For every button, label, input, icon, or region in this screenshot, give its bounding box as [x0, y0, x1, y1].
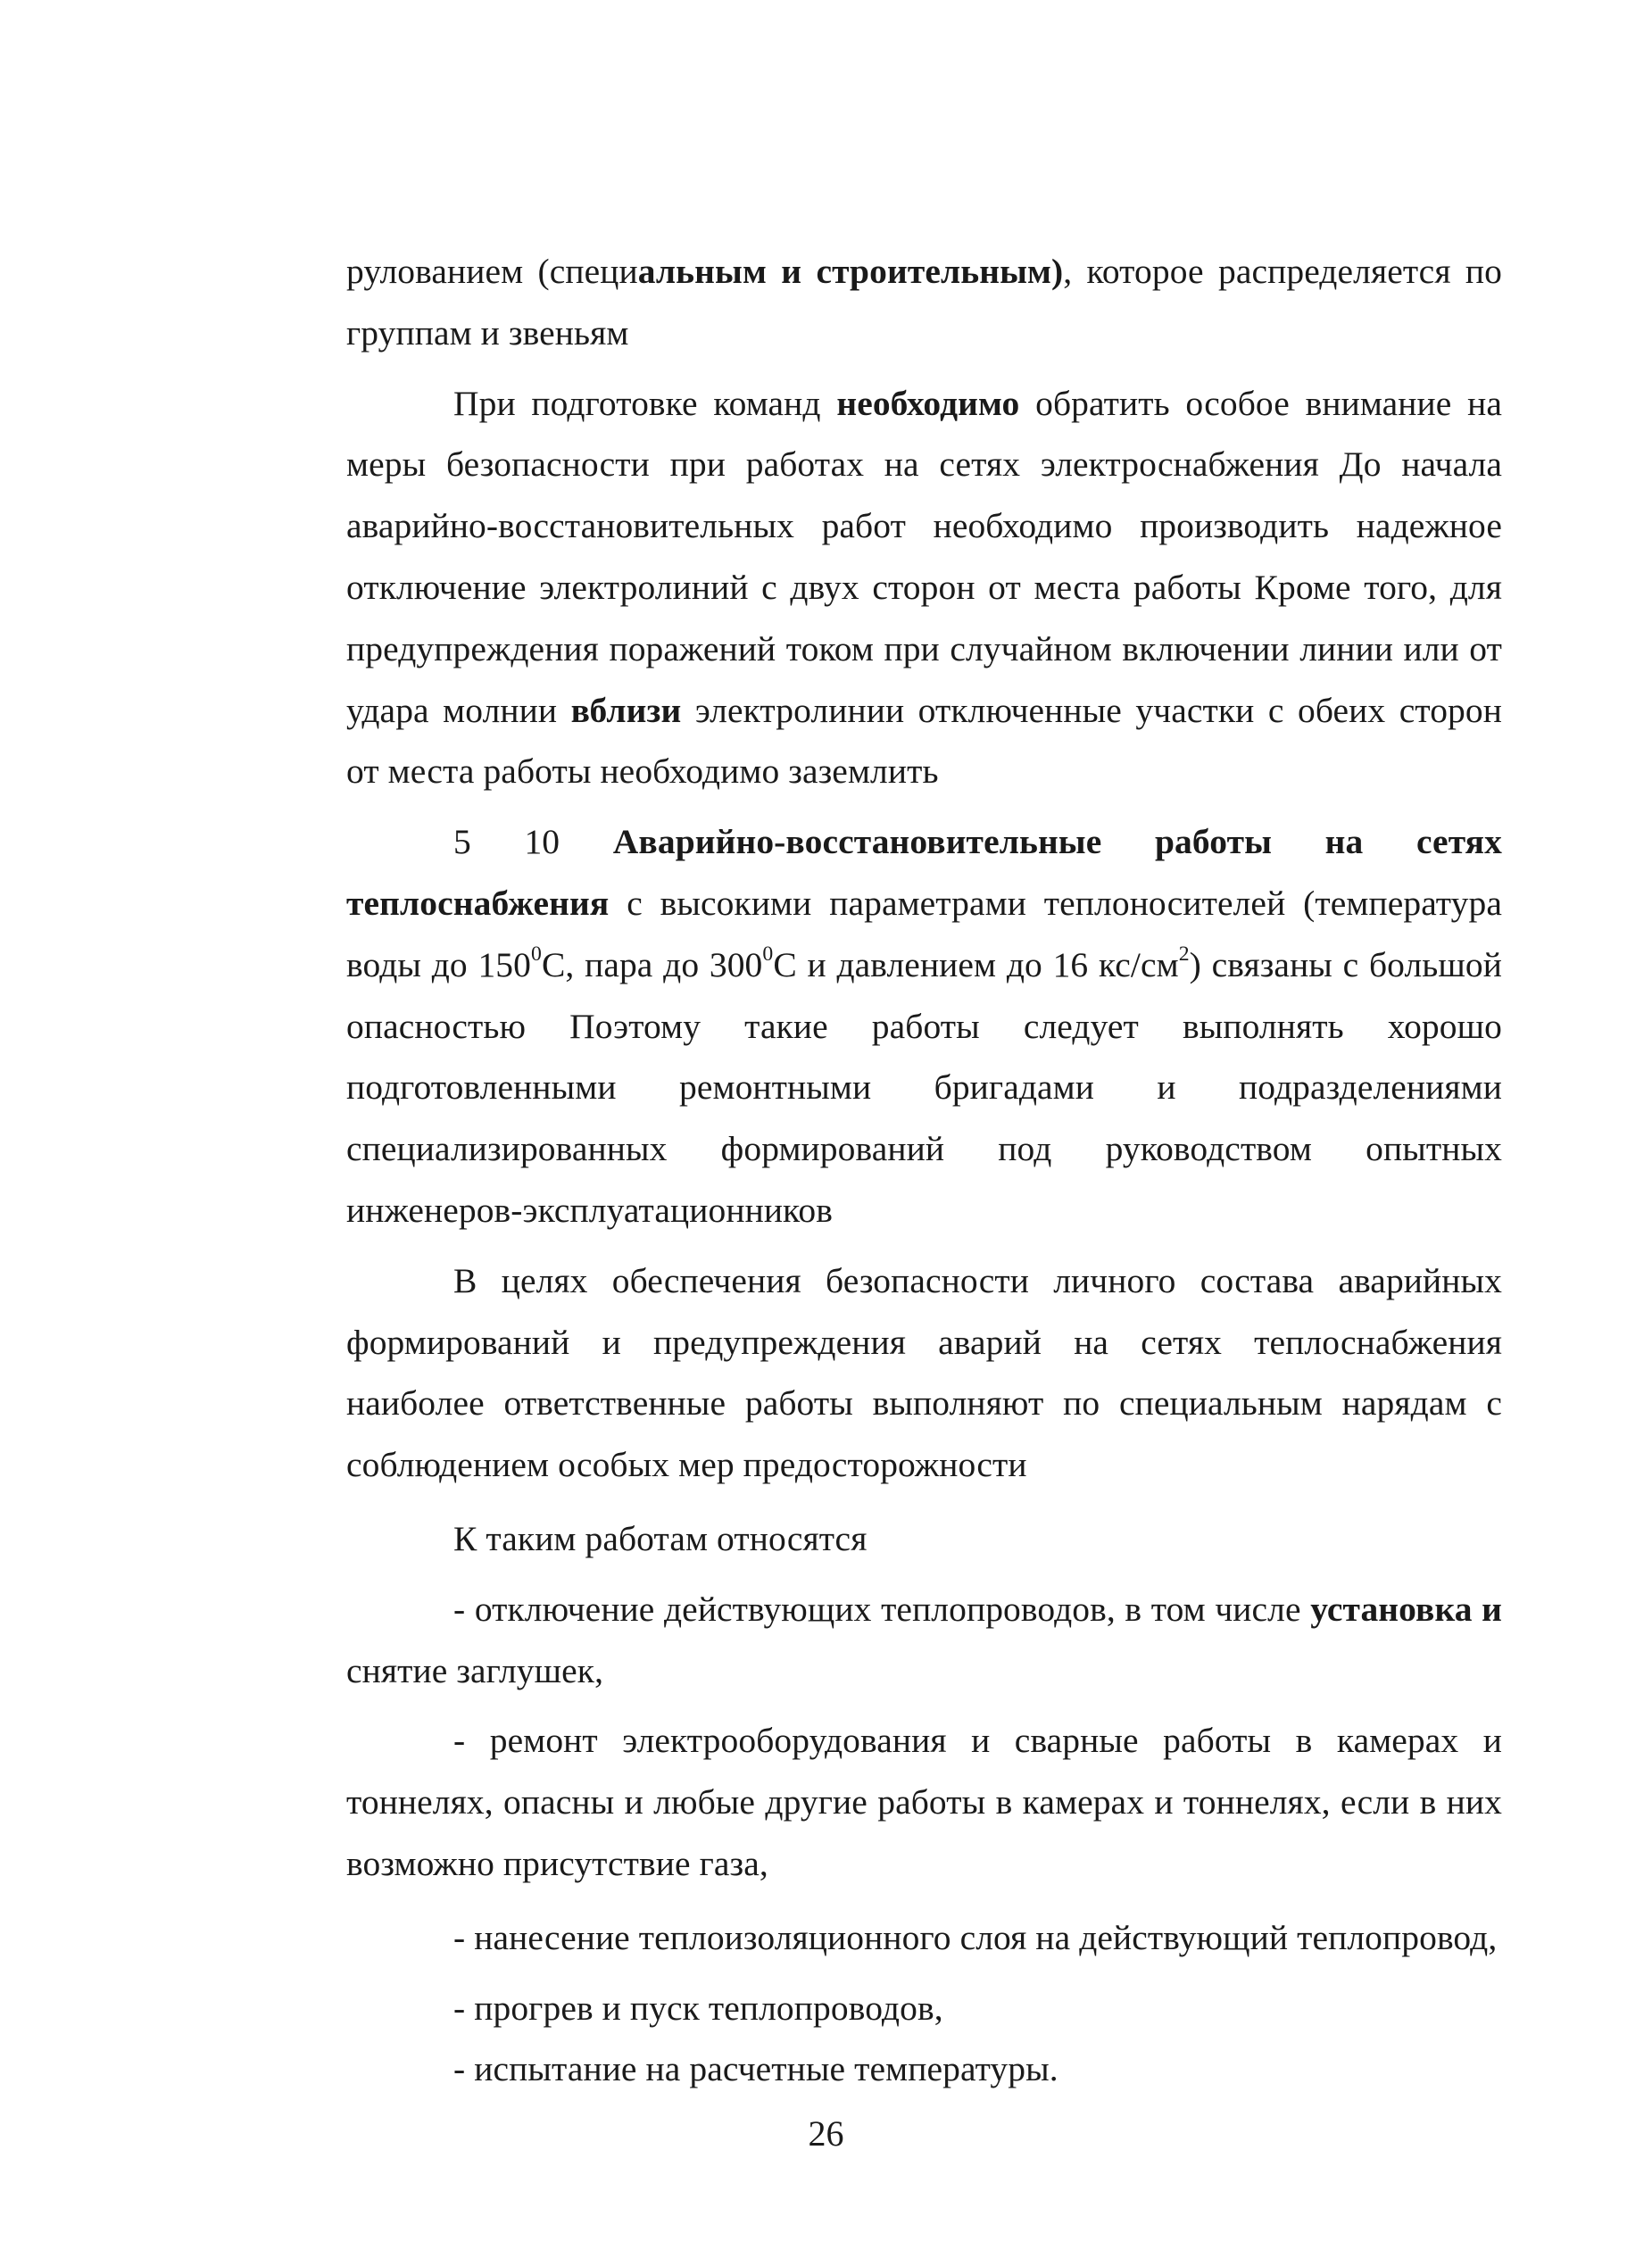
text-run: с высокими параметрами теплоносителей (температура воды до 150: [346, 883, 1502, 984]
paragraph-continuation: [346, 241, 1502, 364]
list-item: - нанесение теплоизоляционного слоя на действующий теплопровод,: [453, 1917, 1498, 1957]
text-run: , которое распределяется по группам и звеньям: [346, 252, 1502, 353]
text-run: ) связаны с большой опасностью Поэтому такие работы следует выполнять хорошо подготовленными ремонтными бригадами и подразделениями специализированных формирований под руководством опытных инженеров-эксплуатационников: [346, 944, 1503, 1230]
text-run: - отключение действующих теплопроводов, в том числе: [453, 1589, 1311, 1629]
list-item: - ремонт электрооборудования и сварные работы в камерах и тоннелях, опасны и любые другие работы в камерах и тоннелях, если в них возможно присутствие газа,: [346, 1721, 1502, 1883]
text-run: электролинии отключенные участки с обеих сторон от места работы необходимо заземлить: [346, 690, 1502, 792]
bold-run: альным и строительным): [637, 252, 1064, 291]
list-item: - испытание на расчетные температуры.: [453, 2049, 1058, 2089]
text-run: обратить особое внимание на меры безопасности при работах на сетях электроснабжения До начала аварийно-восстановительных работ необходимо производить надежное отключение электролиний с двух сторон от места работы Кроме того, для предупреждения поражений током при случайном включении линии или от удара молнии: [346, 383, 1502, 730]
superscript: 2: [1178, 942, 1190, 966]
bold-run: необходимо: [836, 383, 1020, 423]
bold-run: вблизи: [570, 690, 682, 730]
text-run: При подготовке команд: [453, 383, 837, 423]
list-item: [346, 1579, 1502, 1702]
text-run: рулованием (специ: [346, 252, 638, 291]
section-number: 5 10: [453, 822, 613, 862]
page-body: [346, 241, 1502, 2100]
page-number: 26: [808, 2113, 844, 2154]
superscript: 0: [531, 942, 542, 966]
section-5-10: [346, 811, 1502, 1241]
paragraph-list-intro: К таким работам относятся: [453, 1518, 868, 1558]
bold-run: установка и: [1310, 1589, 1502, 1629]
text-run: С и давлением до 16 кс/см: [773, 944, 1179, 984]
superscript: 0: [762, 942, 774, 966]
paragraph-electrical-safety: [346, 373, 1502, 803]
text-run: снятие заглушек,: [346, 1650, 604, 1690]
section-heading: Аварийно-восстановительные работы на сетях теплоснабжения: [346, 822, 1502, 923]
text-run: С, пара до 300: [541, 944, 763, 984]
paragraph-safety-measures: В целях обеспечения безопасности личного состава аварийных формирований и предупреждения аварий на сетях теплоснабжения наиболее ответственные работы выполняют по специальным нарядам с соблюдением особых мер предосторожности: [346, 1260, 1502, 1485]
list-item: - прогрев и пуск теплопроводов,: [453, 1988, 943, 2028]
